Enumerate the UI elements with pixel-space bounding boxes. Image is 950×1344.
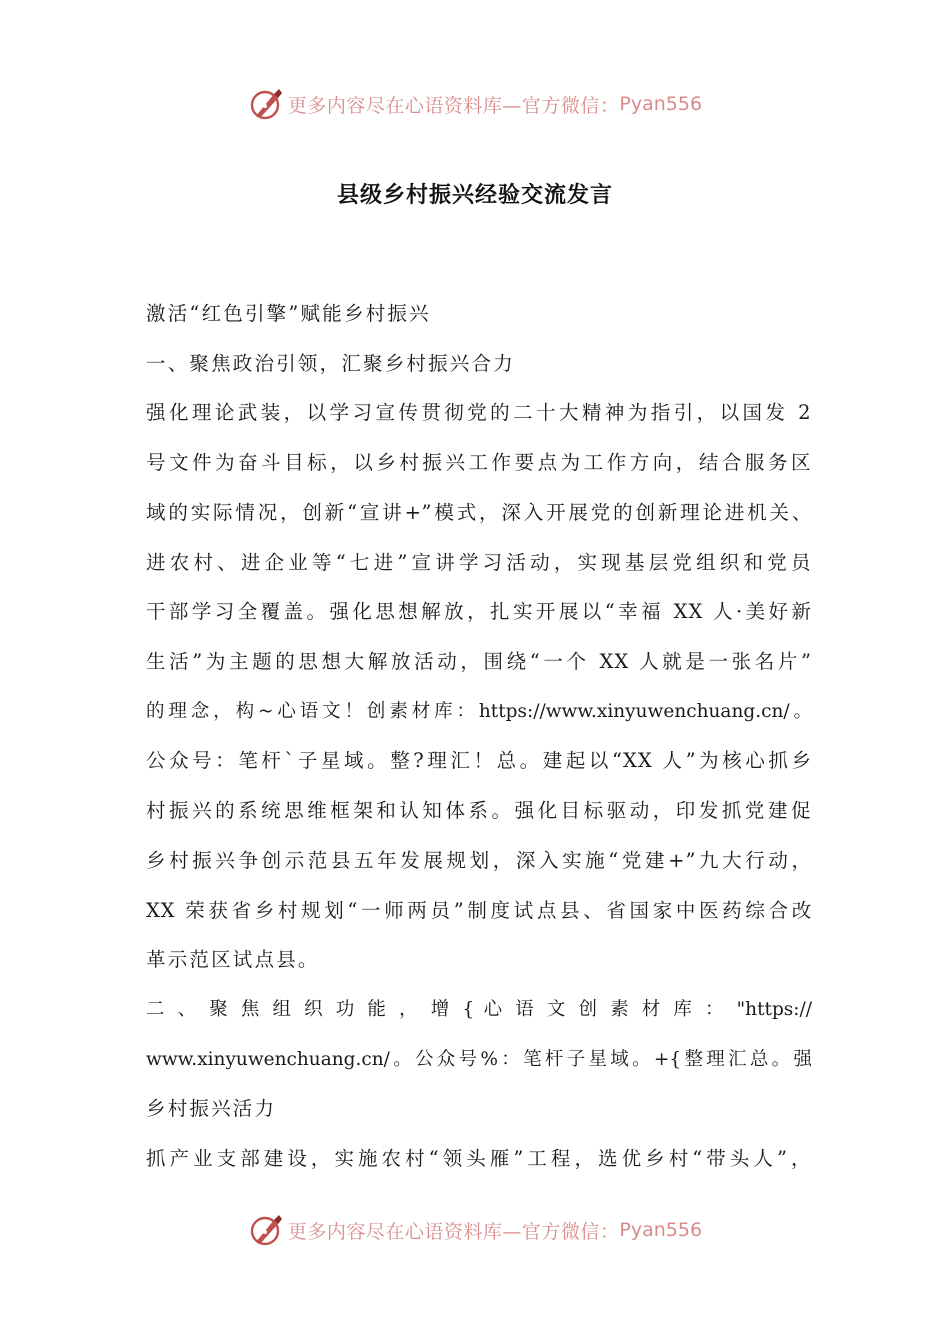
paragraph-line: 乡村振兴争创示范县五年发展规划，深入实施“党建+”九大行动， [146,849,812,872]
paragraph-line: 革示范区试点县。 [146,948,320,971]
watermark-wechat-id: Pyan556 [619,93,703,115]
paragraph-line: 公众号：笔杆`子星域。整?理汇！总。建起以“XX 人”为核心抓乡 [146,749,812,772]
paragraph-line: 进农村、进企业等“七进”宣讲学习活动，实现基层党组织和党员 [146,551,812,574]
watermark-wechat-id: Pyan556 [619,1219,703,1241]
paragraph-line: 强化理论武装，以学习宣传贯彻党的二十大精神为指引，以国发 2 [146,401,812,424]
paragraph-line: 的理念，构~心语文！创素材库：https://www.xinyuwenchuang.cn/。 [146,701,812,722]
pen-nib-logo-icon [248,86,284,122]
section-heading-2-cont: www.xinyuwenchuang.cn/。公众号%：笔杆子星域。+{整理汇总。强 [146,1049,812,1070]
paragraph-line: 生活”为主题的思想大解放活动，围绕“一个 XX 人就是一张名片” [146,650,812,673]
document-title: 县级乡村振兴经验交流发言 [336,183,613,208]
paragraph-line: 抓产业支部建设，实施农村“领头雁”工程，选优乡村“带头人”， [146,1147,812,1170]
paragraph-line: 号文件为奋斗目标，以乡村振兴工作要点为工作方向，结合服务区 [146,451,812,474]
paragraph-line: 干部学习全覆盖。强化思想解放，扎实开展以“幸福 XX 人·美好新 [146,600,812,623]
paragraph-line: 域的实际情况，创新“宣讲+”模式，深入开展党的创新理论进机关、 [146,501,812,524]
paragraph-line: 村振兴的系统思维框架和认知体系。强化目标驱动，印发抓党建促 [146,799,812,822]
section-heading-2: 二 、 聚 焦 组 织 功 能 ， 增 { 心 语 文 创 素 材 库 ： "https:// [146,999,812,1020]
watermark-text: 更多内容尽在心语资料库—官方微信： [287,1220,620,1243]
pen-nib-logo-icon [248,1212,284,1248]
subtitle-line: 激活“红色引擎”赋能乡村振兴 [146,302,431,325]
section-heading-2-end: 乡村振兴活力 [146,1097,277,1120]
watermark-text: 更多内容尽在心语资料库—官方微信： [287,94,620,117]
section-heading-1: 一、聚焦政治引领，汇聚乡村振兴合力 [146,352,515,375]
paragraph-line: XX 荣获省乡村规划“一师两员”制度试点县、省国家中医药综合改 [146,899,812,922]
watermark-banner-bottom [0,1210,950,1250]
watermark-banner-top [0,84,950,124]
